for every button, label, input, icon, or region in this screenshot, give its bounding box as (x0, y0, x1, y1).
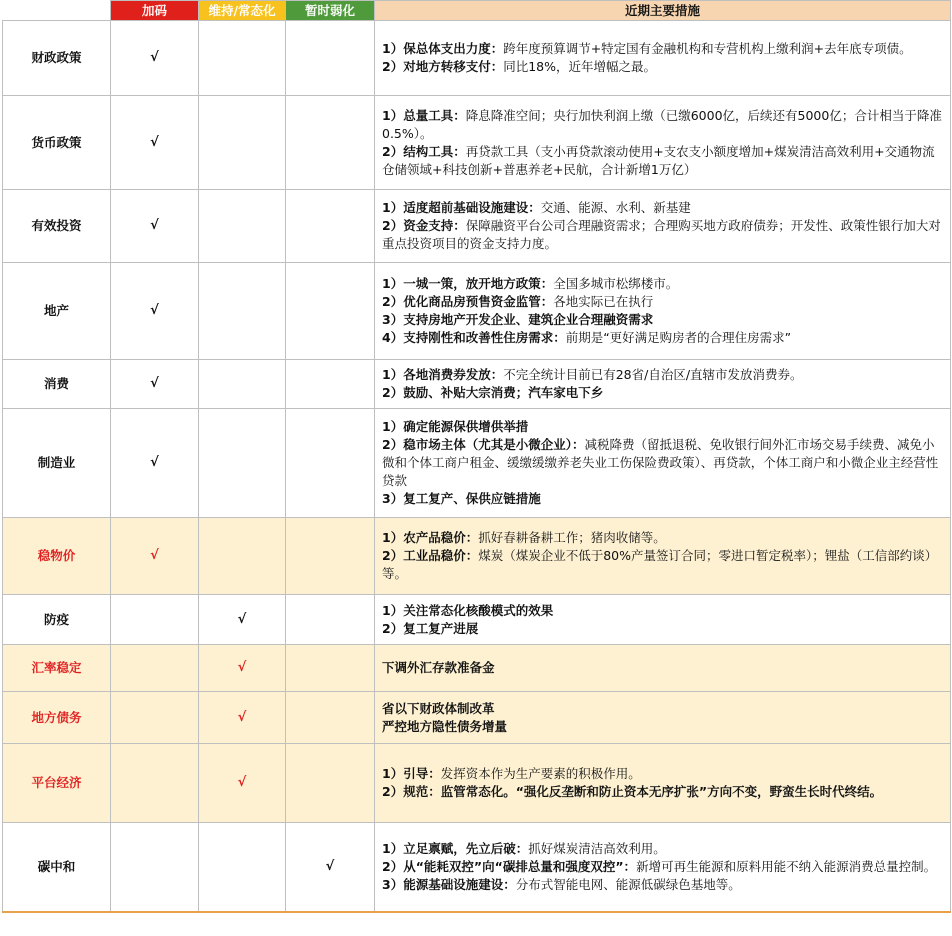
measure-text: 新增可再生能源和原料用能不纳入能源消费总量控制。 (636, 858, 937, 874)
measures-cell (375, 518, 951, 595)
measure-text: 发挥资本作为生产要素的积极作用。 (440, 766, 641, 781)
policy-name: 汇率稳定 (3, 645, 111, 692)
measure-text: 各地实际已在执行 (553, 294, 654, 309)
measure-line (382, 217, 942, 253)
measure-heading: 2）鼓励、补贴大宗消费；汽车家电下乡 (382, 385, 604, 400)
measure-heading: 1）总量工具： (382, 107, 466, 123)
check-weaken (286, 96, 375, 190)
measure-heading: 4）支持刚性和改善性住房需求： (382, 330, 566, 345)
measure-heading: 1）适度超前基础设施建设： (382, 200, 541, 215)
check-weaken (286, 263, 375, 360)
table-row (3, 409, 951, 518)
measure-heading: 严控地方隐性债务增量 (382, 718, 508, 734)
measure-line (382, 107, 942, 143)
measure-line (382, 840, 942, 858)
measures-cell (375, 21, 951, 96)
measure-line (382, 293, 942, 311)
measure-text: 交通、能源、水利、新基建 (540, 200, 691, 215)
measure-heading: 1）保总体支出力度： (382, 41, 504, 56)
check-add: √ (111, 360, 199, 409)
measure-text: 再贷款工具（支小再贷款滚动使用+支农支小额度增加+煤炭清洁高效利用+交通物流仓储领域+科技创新+普惠养老+民航，合计新增1万亿） (382, 143, 935, 177)
measure-heading: 2）稳市场主体（尤其是小微企业）： (382, 437, 585, 452)
measures-cell (375, 263, 951, 360)
measure-line (382, 418, 942, 436)
measure-line (382, 311, 942, 329)
check-add: √ (111, 409, 199, 518)
table-row (3, 190, 951, 263)
measure-heading: 1）立足禀赋，先立后破： (382, 840, 529, 856)
check-weaken (286, 518, 375, 595)
measure-line (382, 659, 942, 677)
table-row (3, 21, 951, 96)
check-maintain: √ (199, 744, 286, 823)
check-maintain (199, 21, 286, 96)
policy-name: 地方债务 (3, 692, 111, 744)
check-add (111, 645, 199, 692)
measure-heading: 2）规范：监管常态化。“强化反垄断和防止资本无序扩张”方向不变，野蛮生长时代终结。 (382, 784, 883, 799)
policy-name: 平台经济 (3, 744, 111, 823)
header-add: 加码 (111, 1, 199, 21)
measures-cell (375, 744, 951, 823)
policy-name: 货币政策 (3, 96, 111, 190)
policy-name: 防疫 (3, 595, 111, 645)
measure-heading: 省以下财政体制改革 (382, 700, 495, 716)
measure-heading: 下调外汇存款准备金 (382, 660, 495, 675)
measure-heading: 1）关注常态化核酸模式的效果 (382, 602, 554, 618)
policy-name: 稳物价 (3, 518, 111, 595)
measure-heading: 1）农产品稳价： (382, 530, 479, 545)
measure-line (382, 329, 942, 347)
check-maintain: √ (199, 692, 286, 744)
header-weaken: 暂时弱化 (286, 1, 375, 21)
measure-line (382, 199, 942, 217)
measure-line (382, 529, 942, 547)
policy-name: 有效投资 (3, 190, 111, 263)
measure-heading: 1）引导： (382, 766, 441, 781)
measure-line (382, 700, 942, 718)
measure-heading: 2）从“能耗双控”向“碳排总量和强度双控”： (382, 858, 637, 874)
measure-heading: 1）各地消费券发放： (382, 367, 504, 382)
measure-text: 跨年度预算调节+特定国有金融机构和专营机构上缴利润+去年底专项债。 (503, 41, 912, 56)
measure-heading: 1）确定能源保供增供举措 (382, 419, 529, 434)
check-add: √ (111, 21, 199, 96)
measure-line (382, 366, 942, 384)
measure-line (382, 58, 942, 76)
check-add: √ (111, 518, 199, 595)
measure-text: 抓好春耕备耕工作；猪肉收储等。 (478, 530, 666, 545)
measures-cell (375, 645, 951, 692)
measure-line (382, 876, 942, 894)
measure-text: 抓好煤炭清洁高效利用。 (528, 840, 666, 856)
check-weaken (286, 360, 375, 409)
check-add (111, 823, 199, 912)
measure-text: 降息降准空间；央行加快利润上缴（已缴6000亿，后续还有5000亿；合计相当于降准0.5%）。 (382, 107, 942, 141)
measure-text: 分布式智能电网、能源低碳绿色基地等。 (515, 876, 741, 892)
check-weaken (286, 744, 375, 823)
measure-text: 前期是“更好满足购房者的合理住房需求” (565, 330, 792, 345)
policy-name: 财政政策 (3, 21, 111, 96)
table-row (3, 263, 951, 360)
check-maintain: √ (199, 595, 286, 645)
measures-cell (375, 190, 951, 263)
measure-heading: 2）结构工具： (382, 143, 466, 159)
measure-heading: 2）资金支持： (382, 218, 466, 233)
measure-line (382, 143, 942, 179)
check-maintain (199, 518, 286, 595)
table-row (3, 360, 951, 409)
measure-heading: 3）能源基础设施建设： (382, 876, 516, 892)
policy-table (2, 0, 951, 913)
table-row (3, 823, 951, 912)
measures-cell (375, 409, 951, 518)
measure-heading: 2）对地方转移支付： (382, 59, 504, 74)
measure-heading: 2）复工复产进展 (382, 620, 479, 636)
measures-cell (375, 823, 951, 912)
check-maintain: √ (199, 645, 286, 692)
check-add: √ (111, 190, 199, 263)
measure-line (382, 547, 942, 583)
table-row (3, 96, 951, 190)
measures-cell (375, 360, 951, 409)
table-row (3, 645, 951, 692)
check-maintain (199, 96, 286, 190)
check-weaken (286, 21, 375, 96)
table-row (3, 595, 951, 645)
measure-heading: 1）一城一策，放开地方政策： (382, 276, 554, 291)
check-weaken (286, 409, 375, 518)
check-weaken (286, 190, 375, 263)
check-maintain (199, 823, 286, 912)
measure-line (382, 436, 942, 490)
measure-heading: 2）优化商品房预售资金监管： (382, 294, 554, 309)
table-row (3, 692, 951, 744)
measure-line (382, 275, 942, 293)
check-maintain (199, 190, 286, 263)
measure-heading: 3）支持房地产开发企业、建筑企业合理融资需求 (382, 312, 654, 327)
measure-line (382, 40, 942, 58)
table-row (3, 744, 951, 823)
measures-cell (375, 692, 951, 744)
measure-text: 煤炭（煤炭企业不低于80%产量签订合同；零进口暂定税率）；锂盐（工信部约谈）等。 (382, 548, 938, 581)
check-weaken (286, 692, 375, 744)
policy-name: 地产 (3, 263, 111, 360)
table-row (3, 518, 951, 595)
header-row (3, 1, 951, 21)
measures-cell (375, 96, 951, 190)
measure-heading: 2）工业品稳价： (382, 548, 479, 563)
policy-name: 碳中和 (3, 823, 111, 912)
check-weaken (286, 645, 375, 692)
measure-line (382, 718, 942, 736)
measures-cell (375, 595, 951, 645)
header-maintain: 维持/常态化 (199, 1, 286, 21)
measure-line (382, 765, 942, 783)
measure-line (382, 858, 942, 876)
check-maintain (199, 263, 286, 360)
check-add (111, 595, 199, 645)
check-maintain (199, 409, 286, 518)
measure-line (382, 620, 942, 638)
measure-text: 全国多城市松绑楼市。 (553, 276, 679, 291)
measure-text: 减税降费（留抵退税、免收银行间外汇市场交易手续费、减免小微和个体工商户租金、缓缴缓缴养老失业工伤保险费政策）、再贷款，个体工商户和小微企业主经营性贷款 (382, 437, 939, 488)
measure-text: 不完全统计目前已有28省/自治区/直辖市发放消费券。 (503, 367, 803, 382)
check-add (111, 692, 199, 744)
check-weaken (286, 595, 375, 645)
measure-line (382, 602, 942, 620)
policy-name: 制造业 (3, 409, 111, 518)
header-measures: 近期主要措施 (375, 1, 951, 21)
check-add: √ (111, 96, 199, 190)
measure-text: 保障融资平台公司合理融资需求；合理购买地方政府债券；开发性、政策性银行加大对重点投资项目的资金支持力度。 (382, 218, 941, 251)
check-add: √ (111, 263, 199, 360)
check-weaken: √ (286, 823, 375, 912)
measure-line (382, 783, 942, 801)
measure-heading: 3）复工复产、保供应链措施 (382, 491, 541, 506)
measure-text: 同比18%，近年增幅之最。 (503, 59, 656, 74)
check-maintain (199, 360, 286, 409)
header-blank-cell (3, 1, 111, 21)
measure-line (382, 384, 942, 402)
policy-name: 消费 (3, 360, 111, 409)
measure-line (382, 490, 942, 508)
check-add (111, 744, 199, 823)
